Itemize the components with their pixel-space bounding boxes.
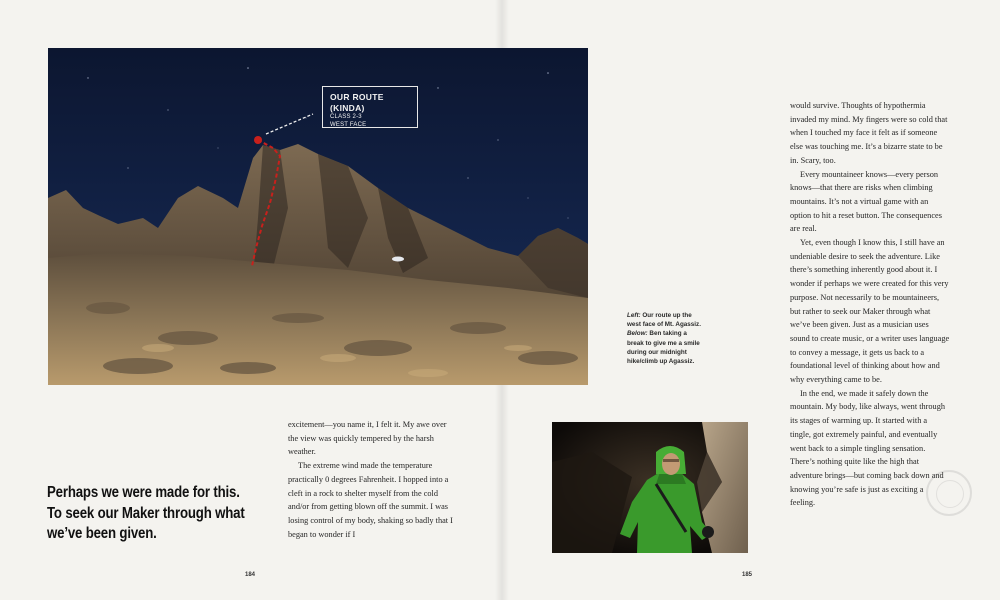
- photo-caption: [627, 311, 705, 366]
- caption-left-text: Our route up the west face of Mt. Agassiz.: [627, 312, 701, 329]
- route-label-title: OUR ROUTE (KINDA): [330, 92, 384, 113]
- caption-left-label: Left:: [627, 312, 641, 319]
- hiker-photo: [552, 422, 748, 553]
- page-number-left: 184: [245, 572, 256, 578]
- right-paragraph: Yet, even though I know this, I still have an undeniable desire to seek the adventure. Like there’s something inherently good about it. I wonder if perhaps we were created for this very purpose. Not necessarily to be mountaineers, but rather to seek our Maker through what we’ve been given. Just as a musician uses sound to create music, or a writer uses language to convey a message, it gets us back to a foundational level of thinking about how and why everything came to be.: [790, 238, 950, 385]
- left-paragraph: excitement—you name it, I felt it. My awe over the view was quickly tempered by the harsh weather.: [288, 420, 447, 457]
- watermark-seal: [926, 470, 972, 516]
- pull-quote: Perhaps we were made for this. To seek our Maker through what we’ve been given.: [47, 484, 245, 542]
- page-number-right: 185: [742, 572, 753, 578]
- route-label-box: [322, 86, 418, 128]
- caption-below-text: Ben taking a break to give me a smile during our midnight hike/climb up Agassiz.: [627, 330, 700, 366]
- body-column-right: [790, 99, 950, 510]
- route-label-class: CLASS 2-3: [330, 114, 362, 120]
- right-paragraph: would survive. Thoughts of hypothermia invaded my mind. My fingers were so cold that when I touched my face it felt as if someone else was touching me. It’s a bizarre state to be in. Scary, too.: [790, 101, 948, 165]
- mountain-illustration: [48, 48, 588, 385]
- mountain-photo: [48, 48, 588, 385]
- body-column-left: [288, 418, 456, 541]
- left-paragraph: The extreme wind made the temperature practically 0 degrees Fahrenheit. I hopped into a cleft in a rock to shelter myself from the cold and/or from getting blown off the summit. I was losing control of my body, shaking so badly that I began to wonder if I: [288, 461, 453, 539]
- route-label-face: WEST FACE: [330, 121, 367, 128]
- hiker-illustration: [552, 422, 748, 553]
- right-paragraph: In the end, we made it safely down the mountain. My body, like always, went through its stages of warming up. It started with a tingle, got extremely painful, and eventually went back to a simple tingling sensation. There’s nothing quite like the high that adventure brings—but coming back down and knowing you’re safe is just as exciting a feeling.: [790, 388, 946, 508]
- caption-below-label: Below:: [627, 330, 648, 338]
- right-paragraph: Every mountaineer knows—every person knows—that there are risks when climbing mountains. It’s not a virtual game with an option to hit a reset button. The consequences are real.: [790, 169, 942, 234]
